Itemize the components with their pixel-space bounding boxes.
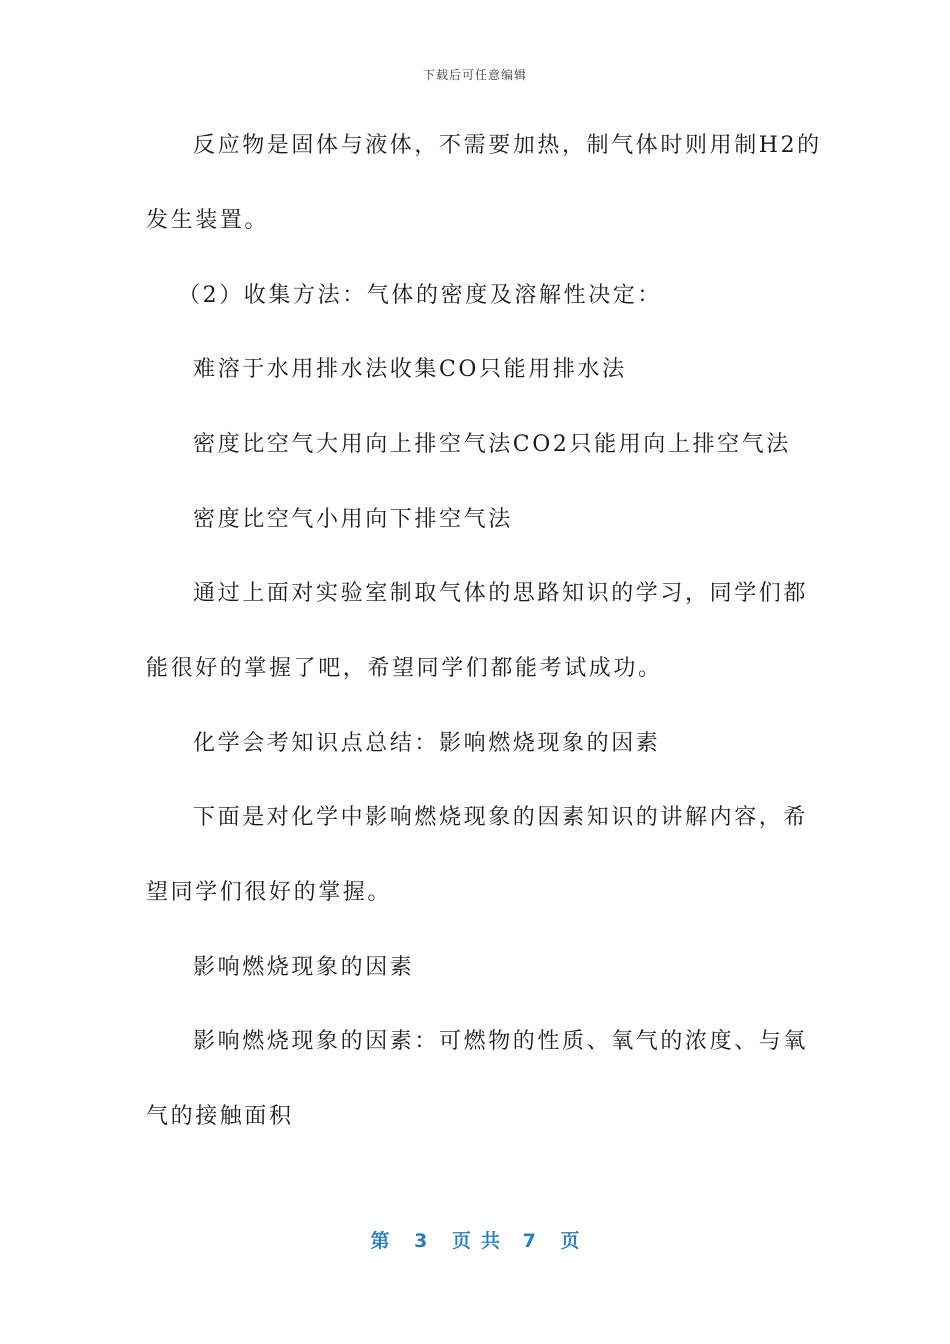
paragraph-line: 望同学们很好的掌握。 [146, 880, 393, 905]
paragraph-line: 密度比空气大用向上排空气法CO2只能用向上排空气法 [193, 432, 791, 457]
paragraph-line: 发生装置。 [146, 208, 270, 233]
footer-prefix: 第 [370, 1230, 390, 1252]
paragraph-line: 密度比空气小用向下排空气法 [193, 507, 513, 532]
total-page-number: 7 [522, 1230, 536, 1252]
paragraph-line: 下面是对化学中影响燃烧现象的因素知识的讲解内容，希 [193, 805, 809, 830]
current-page-number: 3 [414, 1230, 428, 1252]
paragraph-line: 气的接触面积 [146, 1104, 294, 1129]
paragraph-line: 难溶于水用排水法收集CO只能用排水法 [193, 357, 627, 382]
paragraph-line: 反应物是固体与液体，不需要加热，制气体时则用制H2的 [193, 133, 822, 158]
paragraph-line: 影响燃烧现象的因素：可燃物的性质、氧气的浓度、与氧 [193, 1029, 809, 1054]
paragraph-line: 能很好的掌握了吧，希望同学们都能考试成功。 [146, 656, 663, 681]
page-footer [0, 1226, 950, 1253]
page-header: 下载后可任意编辑 [422, 68, 527, 82]
footer-middle: 页共 [451, 1230, 510, 1252]
paragraph-line: 通过上面对实验室制取气体的思路知识的学习，同学们都 [193, 581, 809, 606]
paragraph-line: （2）收集方法：气体的密度及溶解性决定： [178, 283, 662, 308]
footer-suffix: 页 [560, 1230, 580, 1252]
section-heading: 影响燃烧现象的因素 [193, 955, 415, 980]
section-heading: 化学会考知识点总结：影响燃烧现象的因素 [193, 731, 661, 756]
